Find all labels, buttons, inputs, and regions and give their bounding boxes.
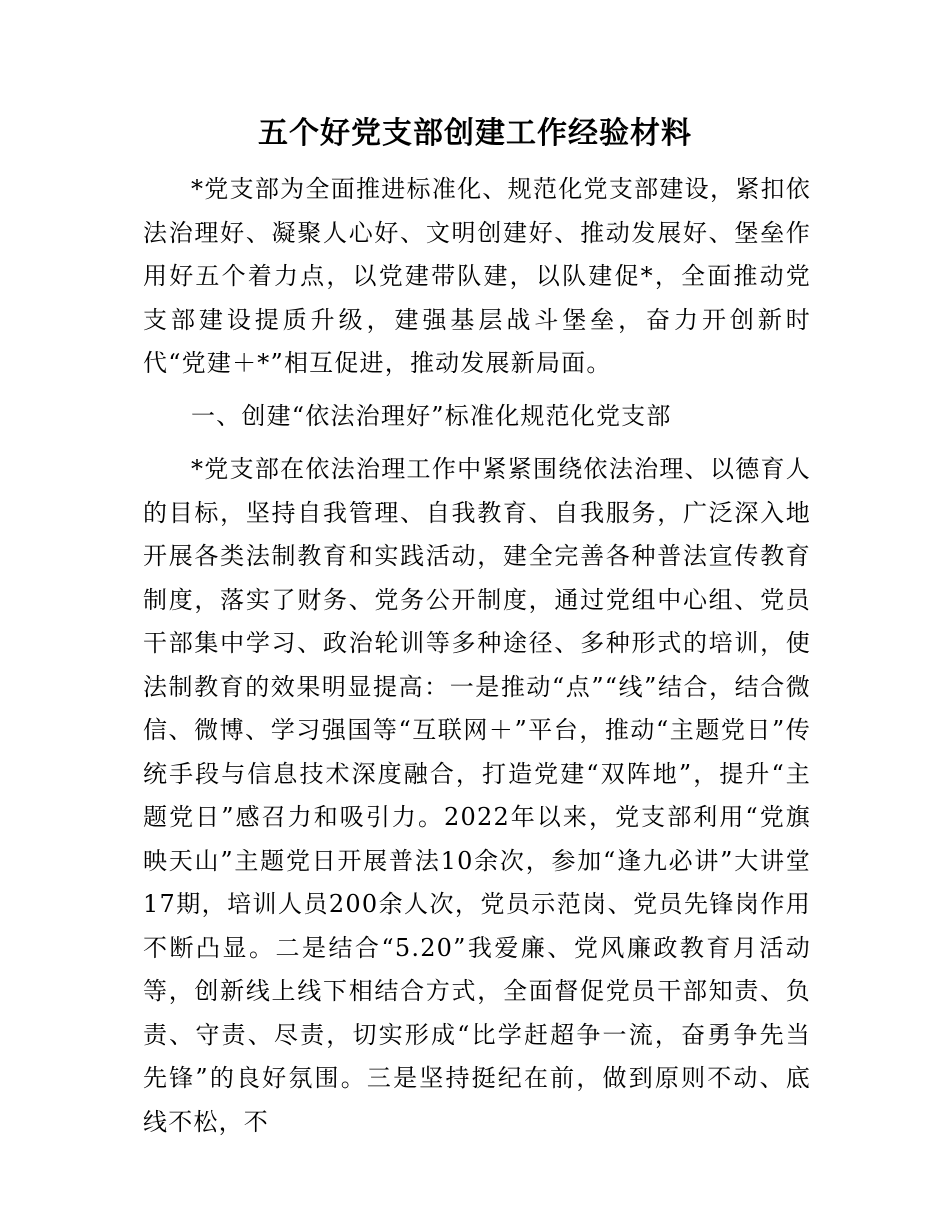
section-heading-1: 一、创建“依法治理好”标准化规范化党支部 bbox=[191, 402, 672, 430]
document-title: 五个好党支部创建工作经验材料 bbox=[258, 116, 692, 151]
section-1-paragraph: *党支部在依法治理工作中紧紧围绕依法治理、以德育人的目标，坚持自我管理、自我教育、自我服务，广泛深入地开展各类法制教育和实践活动，建全完善各种普法宣传教育制度，落实了财务、党务公开制度，通过党组中心组、党员干部集中学习、政治轮训等多种途径、多种形式的培训，使法制教育的效果明显提高：一是推动“点”“线”结合，结合微信、微博、学习强国等“互联网＋”平台，推动“主题党日”传统手段与信息技术深度融合，打造党建“双阵地”，提升“主题党日”感召力和吸引力。2022年以来，党支部利用“党旗映天山”主题党日开展普法10余次，参加“逢九必讲”大讲堂17期，培训人员200余人次，党员示范岗、党员先锋岗作用不断凸显。二是结合“5.20”我爱廉、党风廉政教育月活动等，创新线上线下相结合方式，全面督促党员干部知责、负责、守责、尽责，切实形成“比学赶超争一流，奋勇争先当先锋”的良好氛围。三是坚持挺纪在前，做到原则不动、底线不松，不 bbox=[143, 455, 811, 1136]
intro-paragraph: *党支部为全面推进标准化、规范化党支部建设，紧扣依法治理好、凝聚人心好、文明创建好、推动发展好、堡垒作用好五个着力点，以党建带队建，以队建促*，全面推动党支部建设提质升级，建强基层战斗堡垒，奋力开创新时代“党建＋*”相互促进，推动发展新局面。 bbox=[143, 175, 811, 377]
